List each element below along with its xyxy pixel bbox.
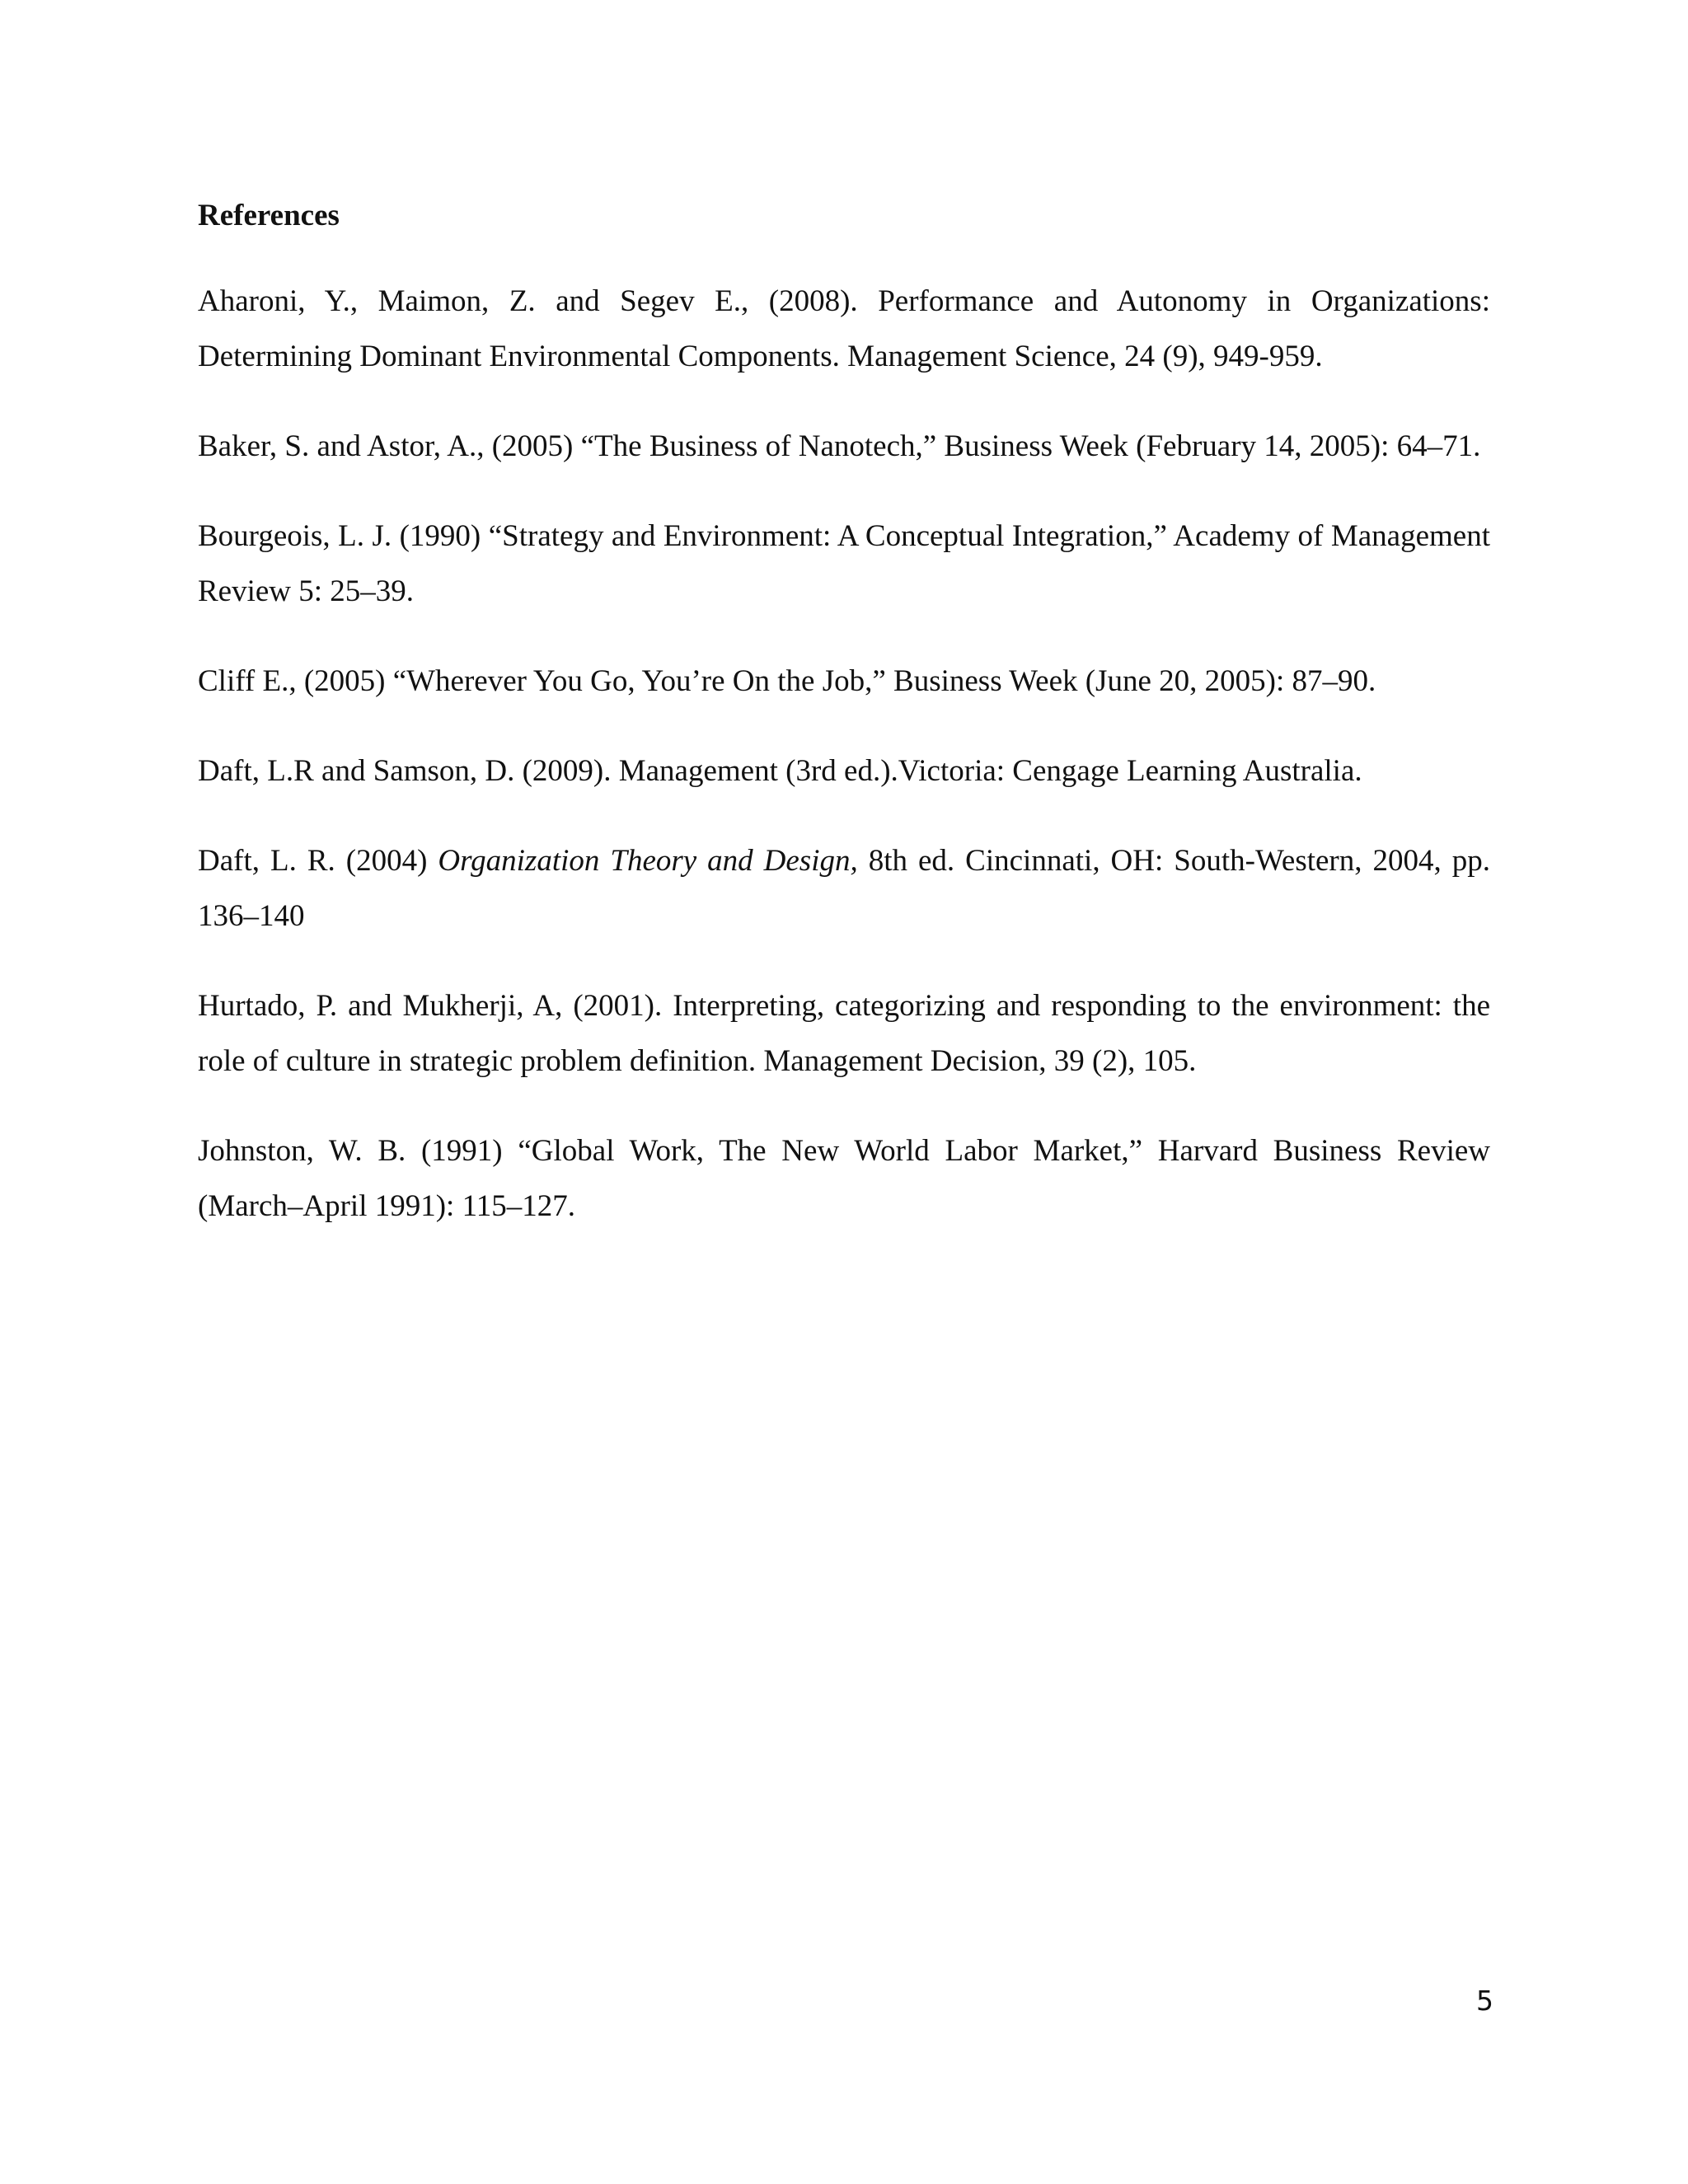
reference-entry-daft-samson: Daft, L.R and Samson, D. (2009). Management (3rd ed.).Victoria: Cengage Learning Australia. (198, 754, 1362, 788)
reference-text-after-title: 8th ed. Cincinnati, OH: South-Western, 2004, pp. 136–140 (198, 844, 1490, 933)
reference-italic-title: Organization Theory and Design, (438, 844, 858, 878)
reference-entry-daft-2004 (198, 833, 1490, 944)
reference-entry-cliff: Cliff E., (2005) “Wherever You Go, You’re On the Job,” Business Week (June 20, 2005): 87–90. (198, 664, 1376, 698)
page-number: 5 (1476, 1985, 1493, 2017)
reference-entry-johnston: Johnston, W. B. (1991) “Global Work, The New World Labor Market,” Harvard Business Review (March–April 1991): 115–127. (198, 1134, 1490, 1223)
reference-entry-hurtado: Hurtado, P. and Mukherji, A, (2001). Interpreting, categorizing and responding to the environment: the role of culture in strategic problem definition. Management Decision, 39 (2), 105. (198, 989, 1490, 1078)
reference-entry-bourgeois: Bourgeois, L. J. (1990) “Strategy and Environment: A Conceptual Integration,” Academy of Management Review 5: 25–39. (198, 519, 1490, 608)
references-heading: References (198, 199, 340, 232)
reference-entry-aharoni: Aharoni, Y., Maimon, Z. and Segev E., (2008). Performance and Autonomy in Organizations: Determining Dominant Environmental Components. Management Science, 24 (9), 949-959. (198, 284, 1490, 373)
references-section (198, 194, 1490, 1268)
reference-text-before-title: Daft, L. R. (2004) (198, 844, 438, 878)
reference-entry-baker: Baker, S. and Astor, A., (2005) “The Business of Nanotech,” Business Week (February 14, 2005): 64–71. (198, 429, 1481, 463)
